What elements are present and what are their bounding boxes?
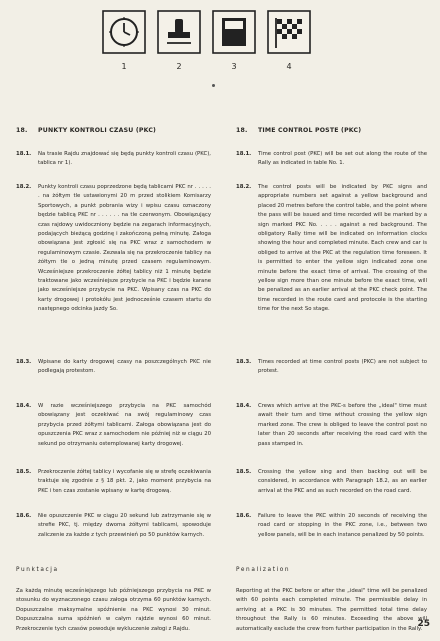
clause: [16, 512, 211, 540]
clause-text: Punkty kontroli czasu poprzedzone będą tablicami PKC nr . . . . . . na żółtym tle ustawionymi 20 m przed stolikiem Komisarzy Sportowych, a punkt pobrania wizy i wpisu czasu oznaczony będzie tablicą PKC nr . . . . . . na tle czerwonym. Obowiązujący czas rajdowy uwidoczniony będzie na zegarach informacyjnych, podających bieżącą godzinę i zakończoną pełną minutę. Załoga obowiązana jest zgłosić się na PKC wraz z samochodem w regulaminowym czasie. Zezwala się na przekroczenie tablicy na żółtym tle o jedną minutę przed czasem regulaminowym. Wcześniejsze przekroczenie żółtej tablicy niż 1 minutę będzie traktowane jako wcześniejsze przybycie na PKC i będzie karane jako wcześniejsze przybycie na PKC. Wpisany czas na PKC do karty drogowej i protokółu jest jednocześnie czasem startu do następnego odcinka jazdy So.: [38, 184, 211, 313]
clause-number: 18.1.: [16, 151, 32, 157]
clause-text: The control posts will be indicated by PKC signs and appropriate numbers set against a yellow background and placed 20 metres before the control table, and the point where the pass will be issued and time recorded will be marked by a sign marked PKC No. . . . . against a red background. The obligatory Rally time will be indicated on information clocks showing the hour and completed minute. Each crew and car is obliged to arrive at the PKC at the regulation time foreseen. It is permitted to enter the yellow sign indicated zone one minute before the exact time of arrival. The crossing of the yellow sign more than one minute before the exact time, will be penalized as an earlier arrival at the PKC check point. The time recorded in the route card and protocole is the starting time for the next So stage.: [258, 184, 427, 313]
clause-number: 18.2.: [16, 184, 32, 190]
stamp-sign-icon: [157, 10, 201, 54]
sub-heading: Penalization: [236, 567, 291, 573]
sign-illustrations: [102, 10, 312, 90]
page-number: 25: [417, 619, 430, 629]
sub-text: Reporting at the PKC before or after the „ideal" time will be penalized with 60 points each completed minute. The permissible delay in arriving at a PKC is 30 minutes. The permitted total time delay throughout the Rally is 60 minutes. Exceeding the above will automatically exclude the crew from further participation in the Rally.: [236, 588, 427, 632]
sign-number: 1: [121, 62, 127, 71]
clause: [236, 512, 427, 540]
clause-text: Time control post (PKC) will be set out along the route of the Rally as indicated in table No. 1.: [258, 151, 427, 167]
clause-text: Nie opuszczenie PKC w ciągu 20 sekund lub zatrzymanie się w strefie PKC, tj. między dwoma żółtymi tablicami, spowoduje zaliczenie za każde z tych przewinień po 50 punktów karnych.: [38, 513, 211, 538]
clause-number: 18.3.: [16, 359, 32, 365]
sign-number: 4: [286, 62, 292, 71]
clause: [16, 402, 211, 449]
polish-column: [16, 126, 211, 632]
heading-text: TIME CONTROL POSTE (PKC): [258, 127, 362, 134]
clause-number: 18.5.: [16, 469, 32, 475]
clause: [236, 150, 427, 169]
clause-number: 18.1.: [236, 151, 252, 157]
heading-number: 18.: [16, 127, 28, 134]
sign-number: 2: [176, 62, 182, 71]
yellow-panel-sign-icon: [212, 10, 256, 54]
clause-number: 18.2.: [236, 184, 252, 190]
clause-number: 18.5.: [236, 469, 252, 475]
heading-text: PUNKTY KONTROLI CZASU (PKC): [38, 127, 157, 134]
clause-text: Wpisane do karty drogowej czasy na poszczególnych PKC nie podlegają protestom.: [38, 359, 211, 375]
clause: [16, 468, 211, 496]
clock-sign-icon: [102, 10, 146, 54]
sign-number: 3: [231, 62, 237, 71]
clause-text: Failure to leave the PKC within 20 seconds of receiving the road card or stopping in the PKC zone, i.e., between two yellow panels, will be in each instance penalized by 50 points.: [258, 513, 427, 538]
section-heading: [236, 126, 427, 135]
clause-text: Przekroczenie żółtej tablicy i wycofanie się w strefę oczekiwania traktuje się zgodnie z § 18 pkt. 2, jako moment przybycia na PKC i ten czas zostanie wpisany w kartę drogową.: [38, 469, 211, 494]
clause-number: 18.6.: [16, 513, 32, 519]
clause-text: Crossing the yellow sing and then backing out will be considered, in accordance with Paragraph 18.2, as an earlier arrival at the PKC and as such recorded on the road card.: [258, 469, 427, 494]
sub-text: Za każdą minutę wcześniejszego lub późniejszego przybycia na PKC w stosunku do wyznaczonego czasu załoga otrzyma 60 punktów karnych. Dopuszczalne maksymalne spóźnienie na PKC wynosi 30 minut. Dopuszczalna suma spóźnień w całym rajdzie wynosi 60 minut. Przekroczenie tych czasów powoduje wykluczenie załogi z Rajdu.: [16, 588, 211, 632]
decorative-dot: [212, 84, 215, 87]
clause: [236, 358, 427, 377]
clause-number: 18.6.: [236, 513, 252, 519]
clause-number: 18.3.: [236, 359, 252, 365]
sub-heading: Punktacja: [16, 567, 59, 573]
checkered-flag-sign-icon: [267, 10, 311, 54]
clause: [236, 402, 427, 449]
clause-number: 18.4.: [16, 403, 32, 409]
clause-text: W razie wcześniejszego przybycia na PKC samochód obowiązany jest oczekiwać na swój regulaminowy czas przybycia przed żółtymi tablicami. Załoga obowiązana jest do opuszczenia PKC wraz z samochodem nie później niż w ciągu 20 sekund po otrzymaniu ostemplowanej karty drogowej.: [38, 403, 211, 447]
clause: [236, 183, 427, 315]
clause-text: Na trasie Rajdu znajdować się będą punkty kontroli czasu (PKC), tablica nr 1).: [38, 151, 211, 167]
heading-number: 18.: [236, 127, 248, 134]
section-heading: [16, 126, 211, 135]
clause: [236, 468, 427, 496]
clause-text: Times recorded at time control posts (PKC) are not subject to protest.: [258, 359, 427, 375]
clause: [16, 358, 211, 377]
clause: [16, 183, 211, 315]
clause-number: 18.4.: [236, 403, 252, 409]
clause: [16, 150, 211, 169]
clause-text: Crews which arrive at the PKC-s before the „ideal" time must await their turn and time without crossing the yellow sign marked zone. The crew is obliged to leave the control post no later than 20 seconds after receiving the road card with the pass stamped in.: [258, 403, 427, 447]
